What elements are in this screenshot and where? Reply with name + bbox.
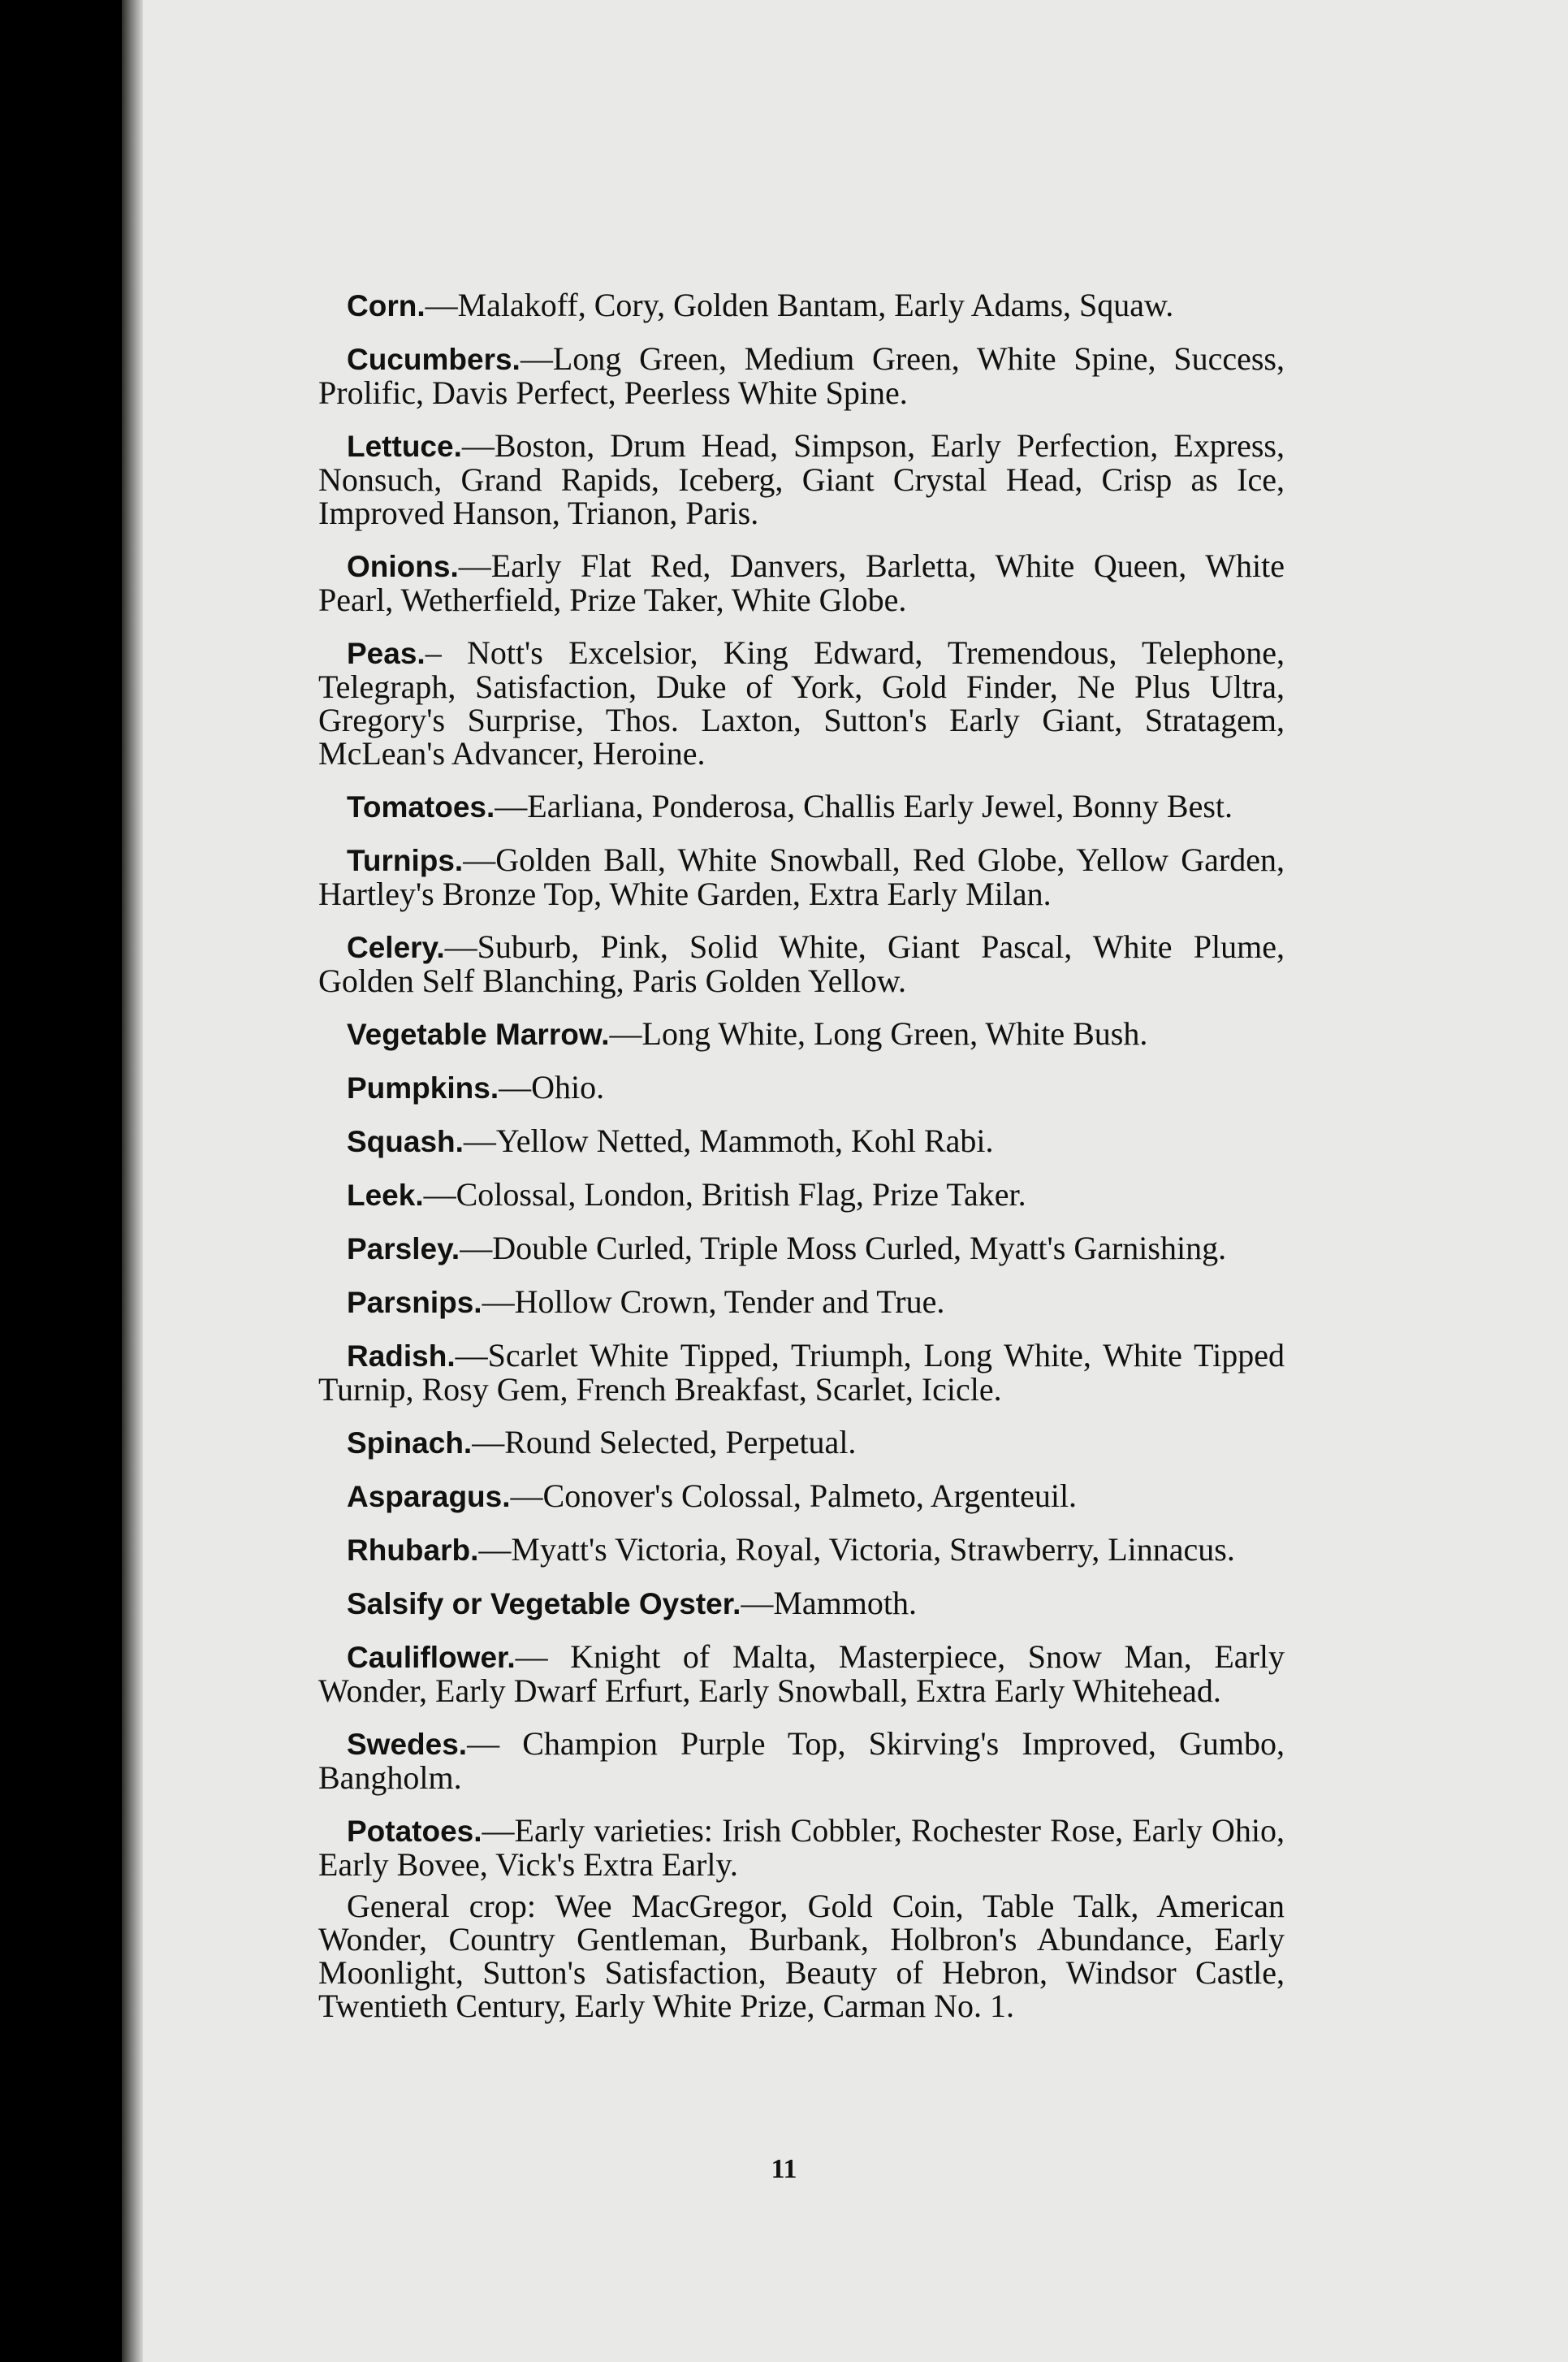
entry-pumpkins [318, 1071, 1285, 1105]
entry-text: —Hollow Crown, Tender and True. [482, 1283, 945, 1320]
entry-text: —Earliana, Ponderosa, Challis Early Jewel, Bonny Best. [495, 788, 1233, 824]
entry-term: Swedes. [347, 1728, 468, 1761]
entry-swedes [318, 1727, 1285, 1794]
entry-lettuce [318, 429, 1285, 530]
entry-text: —Long White, Long Green, White Bush. [609, 1015, 1148, 1052]
page-number: 11 [771, 2154, 797, 2184]
entry-text: —Malakoff, Cory, Golden Bantam, Early Adams, Squaw. [425, 287, 1174, 323]
entry-corn [318, 288, 1285, 322]
entry-cucumbers [318, 342, 1285, 409]
entry-term: Cucumbers. [347, 343, 521, 376]
entry-text: —Suburb, Pink, Solid White, Giant Pascal, White Plume, Golden Self Blanching, Paris Golden Yellow. [318, 928, 1285, 999]
entry-term: Onions. [347, 550, 459, 583]
entry-text: —Golden Ball, White Snowball, Red Globe, Yellow Garden, Hartley's Bronze Top, White Garden, Extra Early Milan. [318, 841, 1285, 912]
entry-text: —Round Selected, Perpetual. [472, 1424, 857, 1460]
entry-term: Rhubarb. [347, 1534, 479, 1567]
entry-text: —Mammoth. [741, 1585, 918, 1621]
entry-text: —Early varieties: Irish Cobbler, Rochester Rose, Early Ohio, Early Bovee, Vick's Extra Early. [318, 1812, 1285, 1883]
entry-term: Parsnips. [347, 1286, 482, 1319]
entry-text: – Nott's Excelsior, King Edward, Tremendous, Telephone, Telegraph, Satisfaction, Duke of York, Gold Finder, Ne Plus Ultra, Gregory's Surprise, Thos. Laxton, Sutton's Early Giant, Stratagem, McLean's Advancer, Heroine. [318, 634, 1285, 772]
entry-term: Potatoes. [347, 1815, 482, 1848]
entry-text: — Champion Purple Top, Skirving's Improved, Gumbo, Bangholm. [318, 1725, 1285, 1796]
entry-rhubarb [318, 1533, 1285, 1567]
entry-vegetable-marrow [318, 1017, 1285, 1051]
entry-term: Cauliflower. [347, 1641, 516, 1674]
entry-spinach [318, 1425, 1285, 1460]
entry-term: Vegetable Marrow. [347, 1018, 610, 1051]
entry-term: Pumpkins. [347, 1071, 499, 1105]
entry-term: Radish. [347, 1339, 456, 1373]
entry-term: Lettuce. [347, 430, 462, 463]
entry-onions [318, 549, 1285, 616]
entry-leek [318, 1178, 1285, 1212]
entry-term: Turnips. [347, 844, 464, 877]
entry-term: Peas. [347, 637, 425, 670]
entry-general-crop: General crop: Wee MacGregor, Gold Coin, Table Talk, American Wonder, Country Gentleman, Burbank, Holbron's Abundance, Early Moonlight, Sutton's Satisfaction, Beauty of Hebron, Windsor Castle, Twentieth Century, Early White Prize, Carman No. 1. [318, 1888, 1285, 2024]
entry-text: —Long Green, Medium Green, White Spine, Success, Prolific, Davis Perfect, Peerless White Spine. [318, 340, 1285, 411]
entry-squash [318, 1124, 1285, 1158]
entry-term: Squash. [347, 1125, 464, 1158]
entry-term: Asparagus. [347, 1480, 511, 1513]
entry-asparagus [318, 1479, 1285, 1513]
entry-text: —Yellow Netted, Mammoth, Kohl Rabi. [463, 1123, 994, 1159]
entry-salsify [318, 1586, 1285, 1620]
entry-text: —Ohio. [499, 1069, 605, 1105]
entry-cauliflower [318, 1640, 1285, 1707]
entry-peas [318, 636, 1285, 770]
entry-text: —Myatt's Victoria, Royal, Victoria, Strawberry, Linnacus. [478, 1531, 1235, 1568]
entry-parsley [318, 1231, 1285, 1265]
entry-term: Parsley. [347, 1232, 460, 1265]
entry-term: Spinach. [347, 1426, 473, 1460]
entry-term: Celery. [347, 931, 445, 964]
entry-term: Salsify or Vegetable Oyster. [347, 1587, 741, 1620]
entry-term: Leek. [347, 1179, 424, 1212]
entry-turnips [318, 843, 1285, 911]
entry-text: — Knight of Malta, Masterpiece, Snow Man, Early Wonder, Early Dwarf Erfurt, Early Snowball, Extra Early Whitehead. [318, 1638, 1285, 1709]
entry-text: —Early Flat Red, Danvers, Barletta, White Queen, White Pearl, Wetherfield, Prize Taker, White Globe. [318, 547, 1285, 618]
entry-potatoes [318, 1814, 1285, 1881]
entry-parsnips [318, 1285, 1285, 1319]
entry-text: —Scarlet White Tipped, Triumph, Long White, White Tipped Turnip, Rosy Gem, French Breakfast, Scarlet, Icicle. [318, 1337, 1285, 1408]
entry-text: —Double Curled, Triple Moss Curled, Myatt's Garnishing. [460, 1230, 1227, 1266]
entry-term: Corn. [347, 289, 425, 322]
entry-text: —Colossal, London, British Flag, Prize Taker. [423, 1176, 1026, 1213]
entry-radish [318, 1339, 1285, 1406]
vegetable-varieties-list [318, 288, 1285, 2042]
entry-term: Tomatoes. [347, 790, 495, 824]
entry-text: —Conover's Colossal, Palmeto, Argenteuil. [510, 1477, 1078, 1514]
entry-text: —Boston, Drum Head, Simpson, Early Perfection, Express, Nonsuch, Grand Rapids, Iceberg, Giant Crystal Head, Crisp as Ice, Improved Hanson, Trianon, Paris. [318, 427, 1285, 531]
entry-celery [318, 930, 1285, 997]
book-binding-edge [122, 0, 143, 2362]
entry-tomatoes [318, 789, 1285, 824]
